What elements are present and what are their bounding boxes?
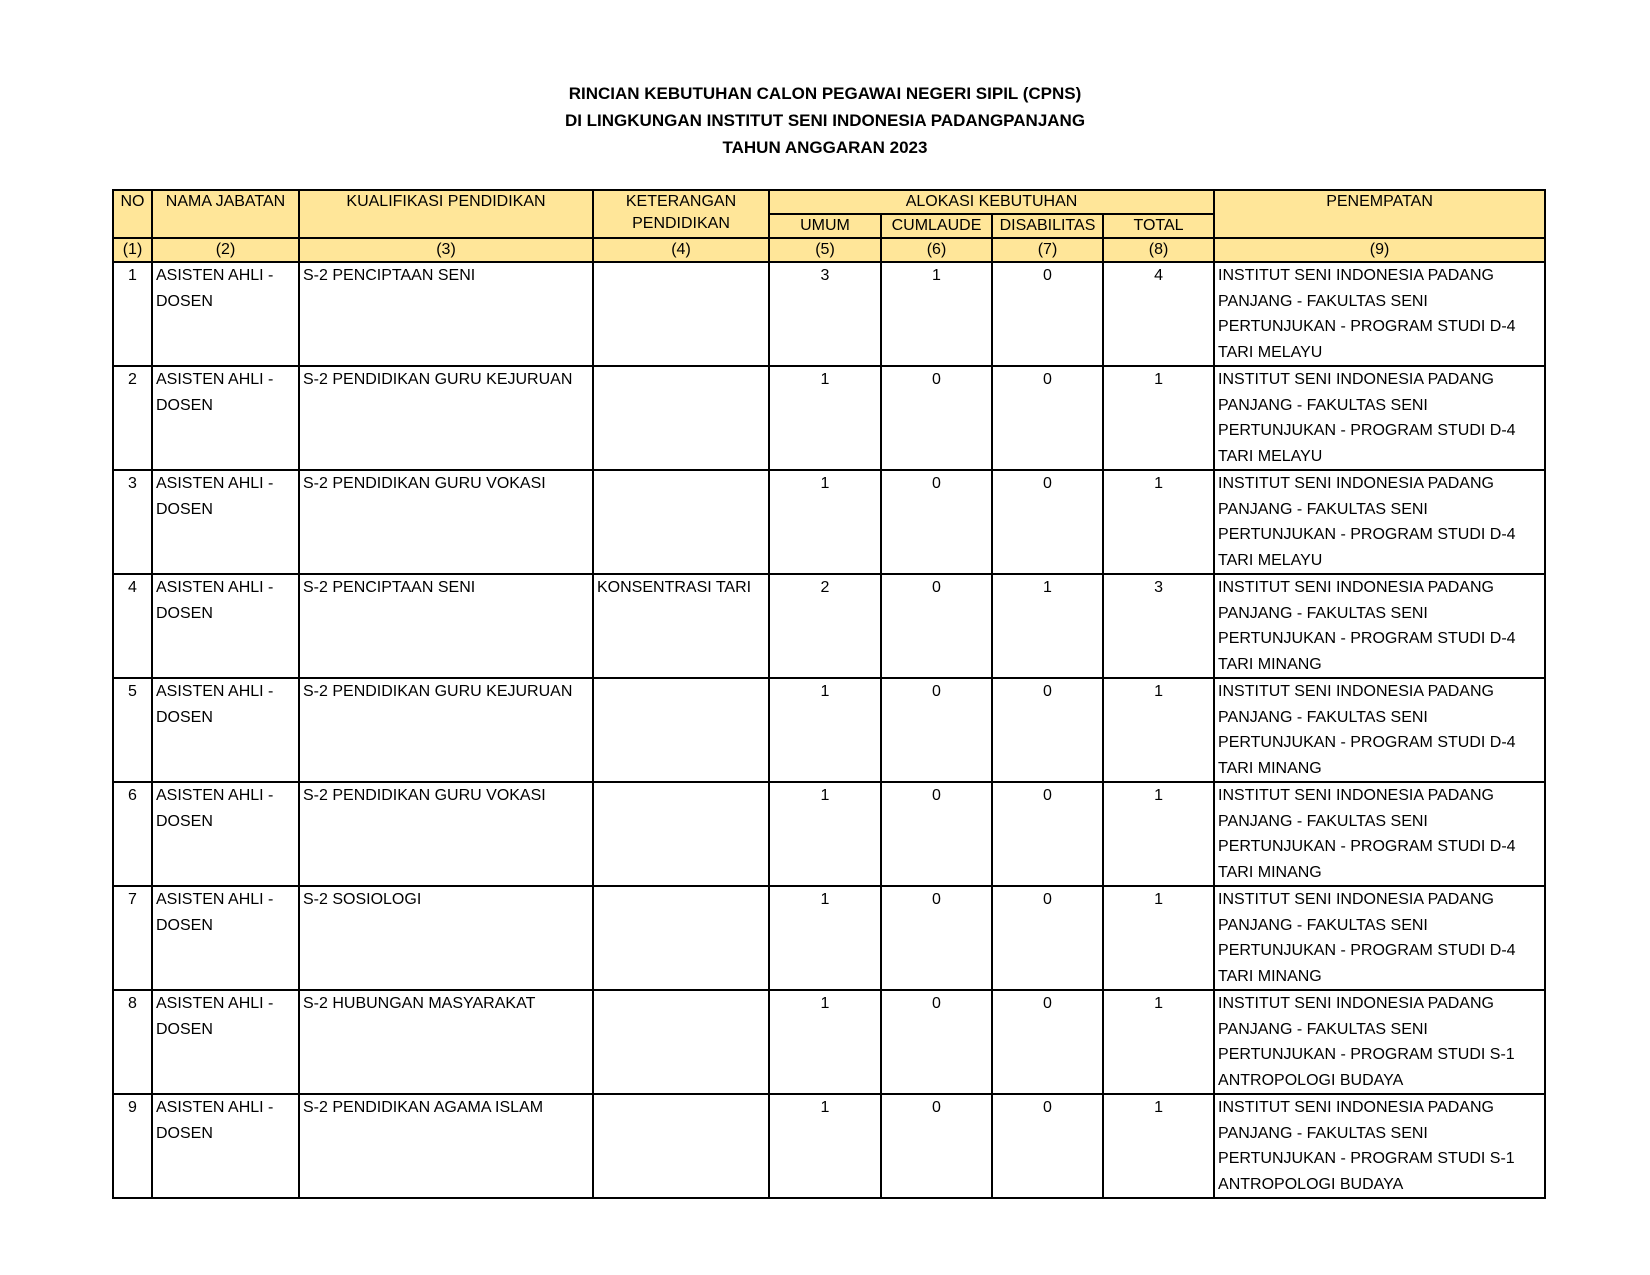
row-keterangan	[593, 782, 769, 886]
row-umum: 1	[769, 678, 881, 782]
row-total: 1	[1103, 366, 1214, 470]
row-disabilitas: 1	[992, 574, 1103, 678]
row-no: 6	[113, 782, 152, 886]
row-cumlaude: 0	[881, 366, 992, 470]
row-disabilitas: 0	[992, 678, 1103, 782]
row-no: 9	[113, 1094, 152, 1198]
column-number: (9)	[1214, 238, 1545, 262]
row-cumlaude: 0	[881, 990, 992, 1094]
row-no: 3	[113, 470, 152, 574]
row-disabilitas: 0	[992, 366, 1103, 470]
header-kualifikasi: KUALIFIKASI PENDIDIKAN	[299, 190, 593, 238]
row-jabatan: ASISTEN AHLI - DOSEN	[152, 262, 299, 366]
table-row	[113, 678, 1545, 782]
row-penempatan: INSTITUT SENI INDONESIA PADANG PANJANG - FAKULTAS SENI PERTUNJUKAN - PROGRAM STUDI D-4 TARI MELAYU	[1214, 262, 1545, 366]
row-penempatan: INSTITUT SENI INDONESIA PADANG PANJANG - FAKULTAS SENI PERTUNJUKAN - PROGRAM STUDI S-1 ANTROPOLOGI BUDAYA	[1214, 1094, 1545, 1198]
row-keterangan	[593, 366, 769, 470]
row-jabatan: ASISTEN AHLI - DOSEN	[152, 1094, 299, 1198]
row-cumlaude: 0	[881, 470, 992, 574]
column-number: (8)	[1103, 238, 1214, 262]
row-umum: 1	[769, 782, 881, 886]
row-jabatan: ASISTEN AHLI - DOSEN	[152, 366, 299, 470]
row-keterangan	[593, 990, 769, 1094]
row-keterangan	[593, 470, 769, 574]
row-keterangan	[593, 678, 769, 782]
column-number: (2)	[152, 238, 299, 262]
row-umum: 1	[769, 366, 881, 470]
row-penempatan: INSTITUT SENI INDONESIA PADANG PANJANG - FAKULTAS SENI PERTUNJUKAN - PROGRAM STUDI D-4 TARI MINANG	[1214, 886, 1545, 990]
row-kualifikasi: S-2 SOSIOLOGI	[299, 886, 593, 990]
row-umum: 1	[769, 470, 881, 574]
column-number: (6)	[881, 238, 992, 262]
row-disabilitas: 0	[992, 782, 1103, 886]
title-line-2: DI LINGKUNGAN INSTITUT SENI INDONESIA PADANGPANJANG	[564, 111, 1086, 130]
row-total: 1	[1103, 1094, 1214, 1198]
row-kualifikasi: S-2 PENDIDIKAN GURU VOKASI	[299, 782, 593, 886]
row-jabatan: ASISTEN AHLI - DOSEN	[152, 990, 299, 1094]
table-row	[113, 886, 1545, 990]
row-total: 1	[1103, 782, 1214, 886]
row-kualifikasi: S-2 PENCIPTAAN SENI	[299, 262, 593, 366]
column-number: (1)	[113, 238, 152, 262]
row-jabatan: ASISTEN AHLI - DOSEN	[152, 678, 299, 782]
row-penempatan: INSTITUT SENI INDONESIA PADANG PANJANG - FAKULTAS SENI PERTUNJUKAN - PROGRAM STUDI D-4 TARI MINANG	[1214, 782, 1545, 886]
row-kualifikasi: S-2 PENDIDIKAN AGAMA ISLAM	[299, 1094, 593, 1198]
row-umum: 1	[769, 990, 881, 1094]
row-total: 3	[1103, 574, 1214, 678]
header-keterangan: KETERANGAN PENDIDIKAN	[593, 190, 769, 238]
row-jabatan: ASISTEN AHLI - DOSEN	[152, 574, 299, 678]
row-keterangan	[593, 262, 769, 366]
row-no: 2	[113, 366, 152, 470]
row-penempatan: INSTITUT SENI INDONESIA PADANG PANJANG - FAKULTAS SENI PERTUNJUKAN - PROGRAM STUDI S-1 ANTROPOLOGI BUDAYA	[1214, 990, 1545, 1094]
header-nama-jabatan: NAMA JABATAN	[152, 190, 299, 238]
column-number: (4)	[593, 238, 769, 262]
row-kualifikasi: S-2 PENCIPTAAN SENI	[299, 574, 593, 678]
header-penempatan: PENEMPATAN	[1214, 190, 1545, 238]
header-umum: UMUM	[769, 214, 881, 238]
row-keterangan: KONSENTRASI TARI	[593, 574, 769, 678]
table-row	[113, 470, 1545, 574]
row-disabilitas: 0	[992, 262, 1103, 366]
header-total: TOTAL	[1103, 214, 1214, 238]
row-cumlaude: 0	[881, 1094, 992, 1198]
row-no: 8	[113, 990, 152, 1094]
table-row	[113, 574, 1545, 678]
table-row	[113, 990, 1545, 1094]
column-number: (7)	[992, 238, 1103, 262]
row-cumlaude: 0	[881, 886, 992, 990]
row-umum: 1	[769, 1094, 881, 1198]
row-cumlaude: 0	[881, 678, 992, 782]
row-keterangan	[593, 886, 769, 990]
row-kualifikasi: S-2 PENDIDIKAN GURU VOKASI	[299, 470, 593, 574]
row-penempatan: INSTITUT SENI INDONESIA PADANG PANJANG - FAKULTAS SENI PERTUNJUKAN - PROGRAM STUDI D-4 TARI MELAYU	[1214, 470, 1545, 574]
row-total: 4	[1103, 262, 1214, 366]
row-penempatan: INSTITUT SENI INDONESIA PADANG PANJANG - FAKULTAS SENI PERTUNJUKAN - PROGRAM STUDI D-4 TARI MINANG	[1214, 574, 1545, 678]
row-no: 5	[113, 678, 152, 782]
header-disabilitas: DISABILITAS	[992, 214, 1103, 238]
row-umum: 2	[769, 574, 881, 678]
row-jabatan: ASISTEN AHLI - DOSEN	[152, 470, 299, 574]
row-umum: 1	[769, 886, 881, 990]
header-alokasi: ALOKASI KEBUTUHAN	[769, 190, 1214, 214]
document-title	[0, 80, 1650, 161]
row-kualifikasi: S-2 PENDIDIKAN GURU KEJURUAN	[299, 678, 593, 782]
row-umum: 3	[769, 262, 881, 366]
column-number: (3)	[299, 238, 593, 262]
row-cumlaude: 0	[881, 574, 992, 678]
table-row	[113, 366, 1545, 470]
table-row	[113, 262, 1545, 366]
row-penempatan: INSTITUT SENI INDONESIA PADANG PANJANG - FAKULTAS SENI PERTUNJUKAN - PROGRAM STUDI D-4 TARI MELAYU	[1214, 366, 1545, 470]
row-keterangan	[593, 1094, 769, 1198]
header-cumlaude: CUMLAUDE	[881, 214, 992, 238]
row-total: 1	[1103, 470, 1214, 574]
title-line-1: RINCIAN KEBUTUHAN CALON PEGAWAI NEGERI SIPIL (CPNS)	[568, 84, 1082, 103]
row-total: 1	[1103, 886, 1214, 990]
row-cumlaude: 1	[881, 262, 992, 366]
row-disabilitas: 0	[992, 990, 1103, 1094]
header-no: NO	[113, 190, 152, 238]
row-no: 4	[113, 574, 152, 678]
row-no: 7	[113, 886, 152, 990]
row-cumlaude: 0	[881, 782, 992, 886]
row-total: 1	[1103, 678, 1214, 782]
table-row	[113, 782, 1545, 886]
row-jabatan: ASISTEN AHLI - DOSEN	[152, 782, 299, 886]
row-disabilitas: 0	[992, 886, 1103, 990]
row-disabilitas: 0	[992, 1094, 1103, 1198]
row-disabilitas: 0	[992, 470, 1103, 574]
title-line-3: TAHUN ANGGARAN 2023	[722, 138, 928, 157]
row-kualifikasi: S-2 PENDIDIKAN GURU KEJURUAN	[299, 366, 593, 470]
row-penempatan: INSTITUT SENI INDONESIA PADANG PANJANG - FAKULTAS SENI PERTUNJUKAN - PROGRAM STUDI D-4 TARI MINANG	[1214, 678, 1545, 782]
row-jabatan: ASISTEN AHLI - DOSEN	[152, 886, 299, 990]
cpns-requirements-table	[112, 189, 1546, 1199]
column-number: (5)	[769, 238, 881, 262]
table-row	[113, 1094, 1545, 1198]
row-total: 1	[1103, 990, 1214, 1094]
row-no: 1	[113, 262, 152, 366]
row-kualifikasi: S-2 HUBUNGAN MASYARAKAT	[299, 990, 593, 1094]
